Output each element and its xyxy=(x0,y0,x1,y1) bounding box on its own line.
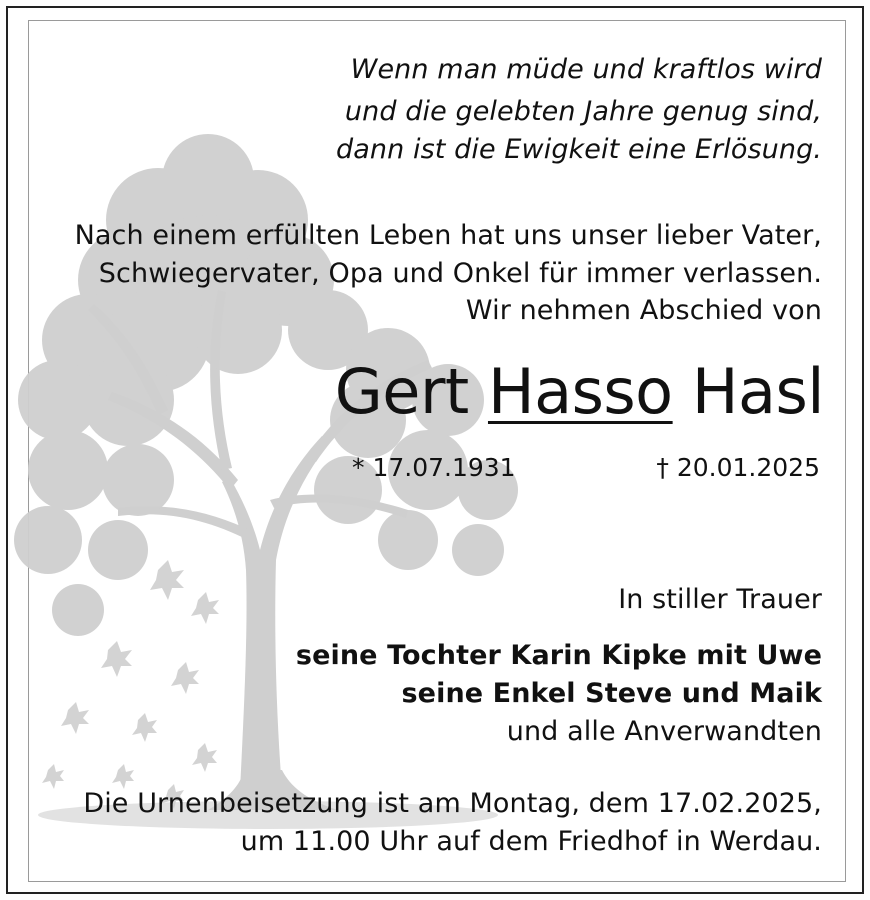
intro-line-1: Nach einem erfüllten Leben hat uns unser lieber Vater, xyxy=(74,220,822,251)
first-name: Gert xyxy=(334,355,469,428)
last-name: Hasl xyxy=(691,355,824,428)
family-line-2: seine Enkel Steve und Maik xyxy=(401,678,822,709)
relatives-line: und alle Anverwandten xyxy=(506,716,822,747)
poem-line-3: dann ist die Ewigkeit eine Erlösung. xyxy=(336,134,822,165)
intro-line-2: Schwiegervater, Opa und Onkel für immer verlassen. xyxy=(98,258,822,289)
funeral-line-2: um 11.00 Uhr auf dem Friedhof in Werdau. xyxy=(240,826,822,857)
funeral-line-1: Die Urnenbeisetzung ist am Montag, dem 17.02.2025, xyxy=(83,788,822,819)
middle-name: Hasso xyxy=(487,355,673,428)
family-line-1: seine Tochter Karin Kipke mit Uwe xyxy=(295,640,822,671)
death-date: † 20.01.2025 xyxy=(656,453,820,482)
deceased-name xyxy=(335,352,824,432)
poem-line-1: Wenn man müde und kraftlos wird xyxy=(350,54,822,85)
mourning-heading: In stiller Trauer xyxy=(618,584,822,615)
birth-date: * 17.07.1931 xyxy=(352,453,516,482)
intro-line-3: Wir nehmen Abschied von xyxy=(465,295,822,326)
poem-line-2: und die gelebten Jahre genug sind, xyxy=(344,96,822,127)
